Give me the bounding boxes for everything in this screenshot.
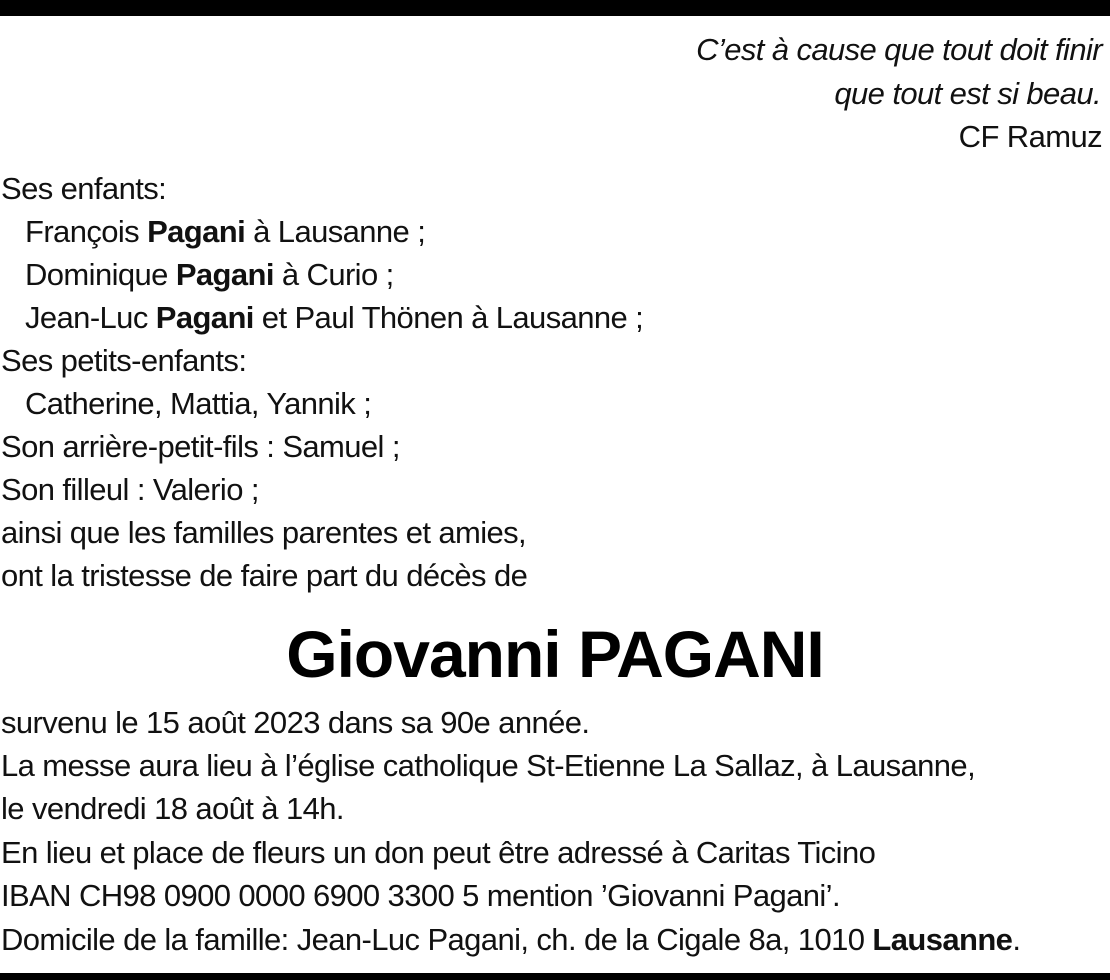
domicile-line (1, 920, 1020, 960)
child-first-name: Dominique (25, 257, 176, 292)
deceased-name: Giovanni PAGANI (286, 617, 824, 691)
child-entry (25, 298, 643, 338)
domicile-city: Lausanne (872, 922, 1013, 957)
donation-line: En lieu et place de fleurs un don peut être adressé à Caritas Ticino (1, 835, 876, 870)
child-location: à Lausanne ; (245, 214, 426, 249)
mass-date-line: le vendredi 18 août à 14h. (1, 791, 344, 826)
children-heading: Ses enfants: (1, 171, 167, 206)
child-entry (25, 255, 394, 295)
bottom-rule (0, 973, 1110, 980)
families-line: ainsi que les familles parentes et amies, (1, 515, 527, 550)
grandchildren-heading: Ses petits-enfants: (1, 343, 247, 378)
child-first-name: François (25, 214, 148, 249)
child-last-name: Pagani (147, 214, 246, 249)
quote-line-1: C’est à cause que tout doit finir (696, 32, 1102, 67)
quote-line-2: que tout est si beau. (834, 76, 1101, 111)
death-date-line: survenu le 15 août 2023 dans sa 90e année. (1, 705, 590, 740)
child-location: et Paul Thönen à Lausanne ; (253, 300, 644, 335)
child-entry (25, 212, 425, 252)
godson-line: Son filleul : Valerio ; (1, 472, 259, 507)
domicile-address: Domicile de la famille: Jean-Luc Pagani, ch. de la Cigale 8a, 1010 (1, 922, 873, 957)
child-location: à Curio ; (273, 257, 394, 292)
domicile-suffix: . (1012, 922, 1021, 957)
grandchildren-names: Catherine, Mattia, Yannik ; (25, 386, 372, 421)
mass-location-line: La messe aura lieu à l’église catholique St-Etienne La Sallaz, à Lausanne, (1, 748, 976, 783)
iban-line: IBAN CH98 0900 0000 6900 3300 5 mention ’Giovanni Pagani’. (1, 878, 840, 913)
child-last-name: Pagani (155, 300, 254, 335)
child-last-name: Pagani (175, 257, 274, 292)
announcement-line: ont la tristesse de faire part du décès de (1, 558, 528, 593)
great-grandson-line: Son arrière-petit-fils : Samuel ; (1, 429, 400, 464)
quote-author: CF Ramuz (958, 119, 1102, 154)
child-first-name: Jean-Luc (25, 300, 156, 335)
top-rule (0, 0, 1110, 16)
